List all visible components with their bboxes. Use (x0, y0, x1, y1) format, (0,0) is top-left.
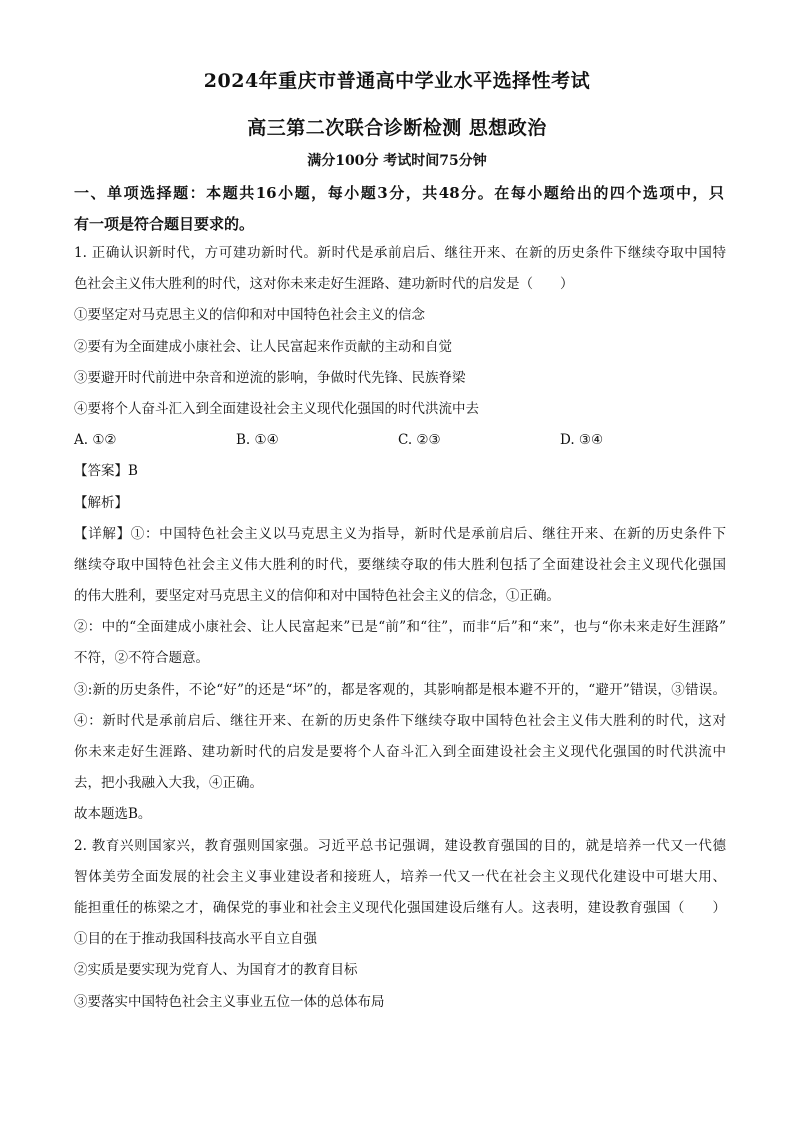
q1-option-b: B. ①④ (236, 432, 279, 449)
section-heading-line: 有一项是符合题目要求的。 (74, 215, 255, 234)
q1-statement-3: ③要避开时代前进中杂音和逆流的影响，争做时代先锋、民族脊梁 (74, 369, 466, 386)
q1-answer: 【答案】B (74, 463, 138, 480)
q1-detail-line: ③:新的历史条件，不论“好”的还是“坏”的，都是客观的，其影响都是根本避不开的，“避开”错误，③错误。 (74, 681, 726, 698)
section-heading-line: 一、单项选择题：本题共16小题，每小题3分，共48分。在每小题给出的四个选项中，只 (74, 184, 724, 202)
q2-statement-3: ③要落实中国特色社会主义事业五位一体的总体布局 (74, 993, 385, 1010)
q1-conclusion: 故本题选B。 (74, 806, 152, 823)
exam-score-time: 满分100分 考试时间75分钟 (307, 153, 487, 169)
q1-statement-1: ①要坚定对马克思主义的信仰和对中国特色社会主义的信念 (74, 307, 425, 324)
question-content (74, 238, 726, 1018)
q1-statement-2: ②要有为全面建成小康社会、让人民富起来作贡献的主动和自觉 (74, 338, 452, 355)
q1-option-d: D. ③④ (560, 432, 604, 449)
q1-detail-line: 去，把小我融入大我，④正确。 (74, 775, 263, 792)
q2-stem-line: 能担重任的栋梁之才，确保党的事业和社会主义现代化强国建设后继有人。这表明，建设教育强国（ ） (74, 899, 726, 916)
section-heading (74, 178, 724, 240)
q1-statement-4: ④要将个人奋斗汇入到全面建设社会主义现代化强国的时代洪流中去 (74, 400, 479, 417)
q1-detail-line: 的伟大胜利，要坚定对马克思主义的信仰和对中国特色社会主义的信念，①正确。 (74, 588, 560, 605)
q1-detail-line: 你未来走好生涯路、建功新时代的启发是要将个人奋斗汇入到全面建设社会主义现代化强国的时代洪流中 (74, 744, 726, 760)
q2-stem-line: 智体美劳全面发展的社会主义事业建设者和接班人，培养一代又一代在社会主义现代化建设中可堪大用、 (74, 868, 726, 885)
q1-detail-line: ④：新时代是承前启后、继往开来、在新的历史条件下继续夺取中国特色社会主义伟大胜利的时代，这对 (74, 712, 726, 729)
q1-stem-line: 1. 正确认识新时代，方可建功新时代。新时代是承前启后、继往开来、在新的历史条件下继续夺取中国特 (74, 245, 726, 261)
q1-option-a: A. ①② (74, 432, 117, 449)
q2-statement-1: ①目的在于推动我国科技高水平自立自强 (74, 931, 317, 948)
q2-statement-2: ②实质是要实现为党育人、为国育才的教育目标 (74, 962, 358, 979)
q1-detail-line: 继续夺取中国特色社会主义伟大胜利的时代，要继续夺取的伟大胜利包括了全面建设社会主义现代化强国 (74, 556, 726, 573)
q1-option-c: C. ②③ (398, 432, 441, 449)
q1-detail-line: 【详解】①：中国特色社会主义以马克思主义为指导，新时代是承前启后、继往开来、在新的历史条件下 (74, 525, 726, 542)
q1-analysis-label: 【解析】 (74, 494, 128, 511)
q2-stem-line: 2. 教育兴则国家兴，教育强则国家强。习近平总书记强调，建设教育强国的目的，就是培养一代又一代德 (74, 837, 726, 854)
q1-stem-line: 色社会主义伟大胜利的时代，这对你未来走好生涯路、建功新时代的启发是（ ） (74, 276, 574, 293)
exam-title: 2024年重庆市普通高中学业水平选择性考试 (203, 70, 591, 92)
q1-options (74, 425, 726, 456)
q1-detail-line: ②：中的“全面建成小康社会、让人民富起来”已是“前”和“往”，而非“后”和“来”，也与“你未来走好生涯路” (74, 619, 726, 636)
exam-subtitle-title: 高三第二次联合诊断检测 思想政治 (247, 117, 547, 139)
q1-detail-line: 不符，②不符合题意。 (74, 650, 209, 667)
